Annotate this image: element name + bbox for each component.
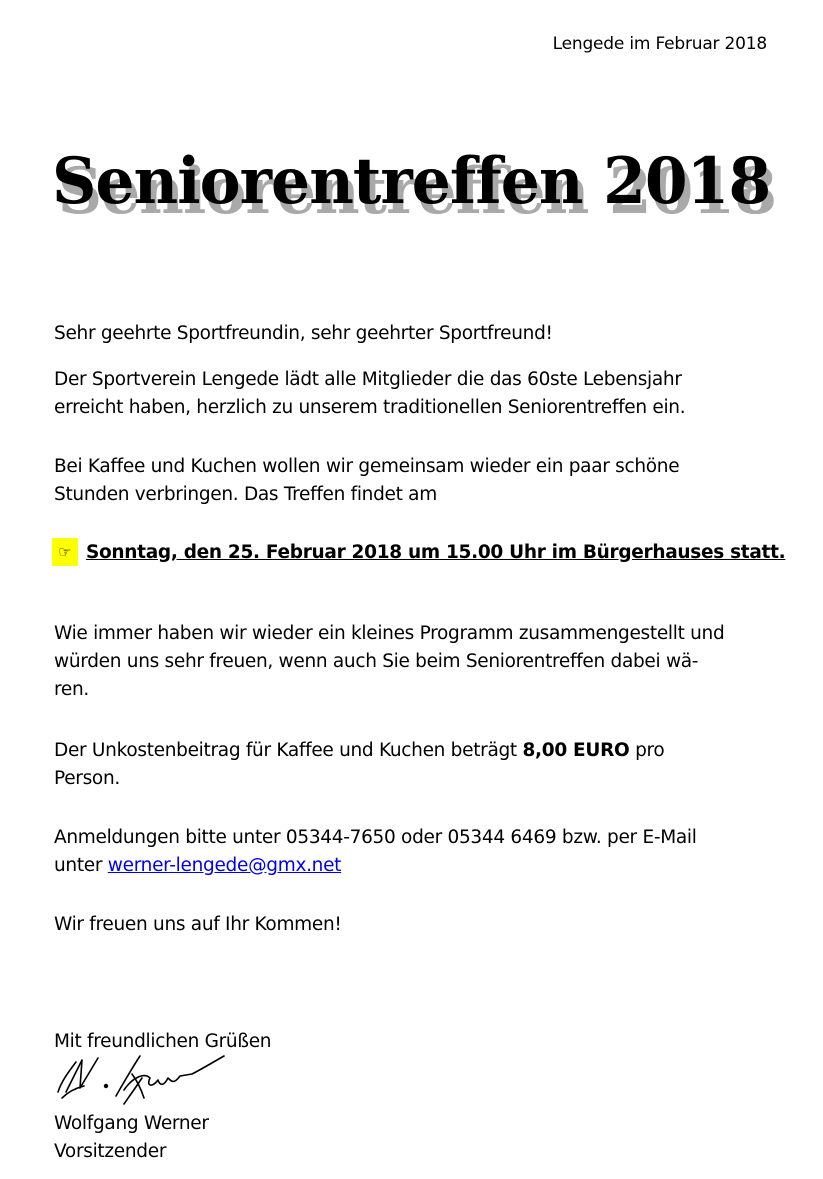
signer-block xyxy=(54,1110,774,1166)
paragraph-line xyxy=(54,737,774,765)
paragraph-line: Der Sportverein Lengede lädt alle Mitglieder die das 60ste Lebensjahr xyxy=(54,369,682,390)
paragraph-line: würden uns sehr freuen, wenn auch Sie beim Seniorentreffen dabei wä- xyxy=(54,651,699,672)
paragraph-line: ren. xyxy=(54,679,89,700)
paragraph-program xyxy=(54,620,774,704)
signer-name: Wolfgang Werner xyxy=(54,1113,209,1134)
cost-suffix: pro xyxy=(629,740,665,761)
greeting: Sehr geehrte Sportfreundin, sehr geehrter Sportfreund! xyxy=(54,323,553,344)
paragraph-line: Wie immer haben wir wieder ein kleines Programm zusammengestellt und xyxy=(54,623,725,644)
email-link[interactable]: werner-lengede@gmx.net xyxy=(107,855,342,876)
paragraph-cost xyxy=(54,737,774,793)
paragraph-contact xyxy=(54,824,774,880)
event-date-text: Sonntag, den 25. Februar 2018 um 15.00 Uhr im Bürgerhauses statt. xyxy=(86,541,786,563)
paragraph-line xyxy=(54,852,774,880)
event-date-highlight xyxy=(52,538,785,566)
closing-line: Wir freuen uns auf Ihr Kommen! xyxy=(54,914,342,935)
paragraph-line: Stunden verbringen. Das Treffen findet am xyxy=(54,484,437,505)
contact-prefix: unter xyxy=(54,855,108,876)
regards-line: Mit freundlichen Grüßen xyxy=(54,1031,272,1052)
paragraph-line: Anmeldungen bitte unter 05344-7650 oder 05344 6469 bzw. per E-Mail xyxy=(54,827,697,848)
paragraph-line: Person. xyxy=(54,768,120,789)
pointing-hand-icon: ☞ xyxy=(52,538,78,566)
paragraph-invitation xyxy=(54,366,774,422)
paragraph-coffee xyxy=(54,453,774,509)
cost-amount: 8,00 EURO xyxy=(522,740,630,761)
signer-role: Vorsitzender xyxy=(54,1141,167,1162)
date-line: Lengede im Februar 2018 xyxy=(552,34,767,54)
signature-image xyxy=(54,1052,244,1112)
page-title: Seniorentreffen 2018 xyxy=(52,144,771,219)
cost-prefix: Der Unkostenbeitrag für Kaffee und Kuchen beträgt xyxy=(54,740,523,761)
paragraph-line: erreicht haben, herzlich zu unserem traditionellen Seniorentreffen ein. xyxy=(54,397,686,418)
paragraph-line: Bei Kaffee und Kuchen wollen wir gemeinsam wieder ein paar schöne xyxy=(54,456,680,477)
